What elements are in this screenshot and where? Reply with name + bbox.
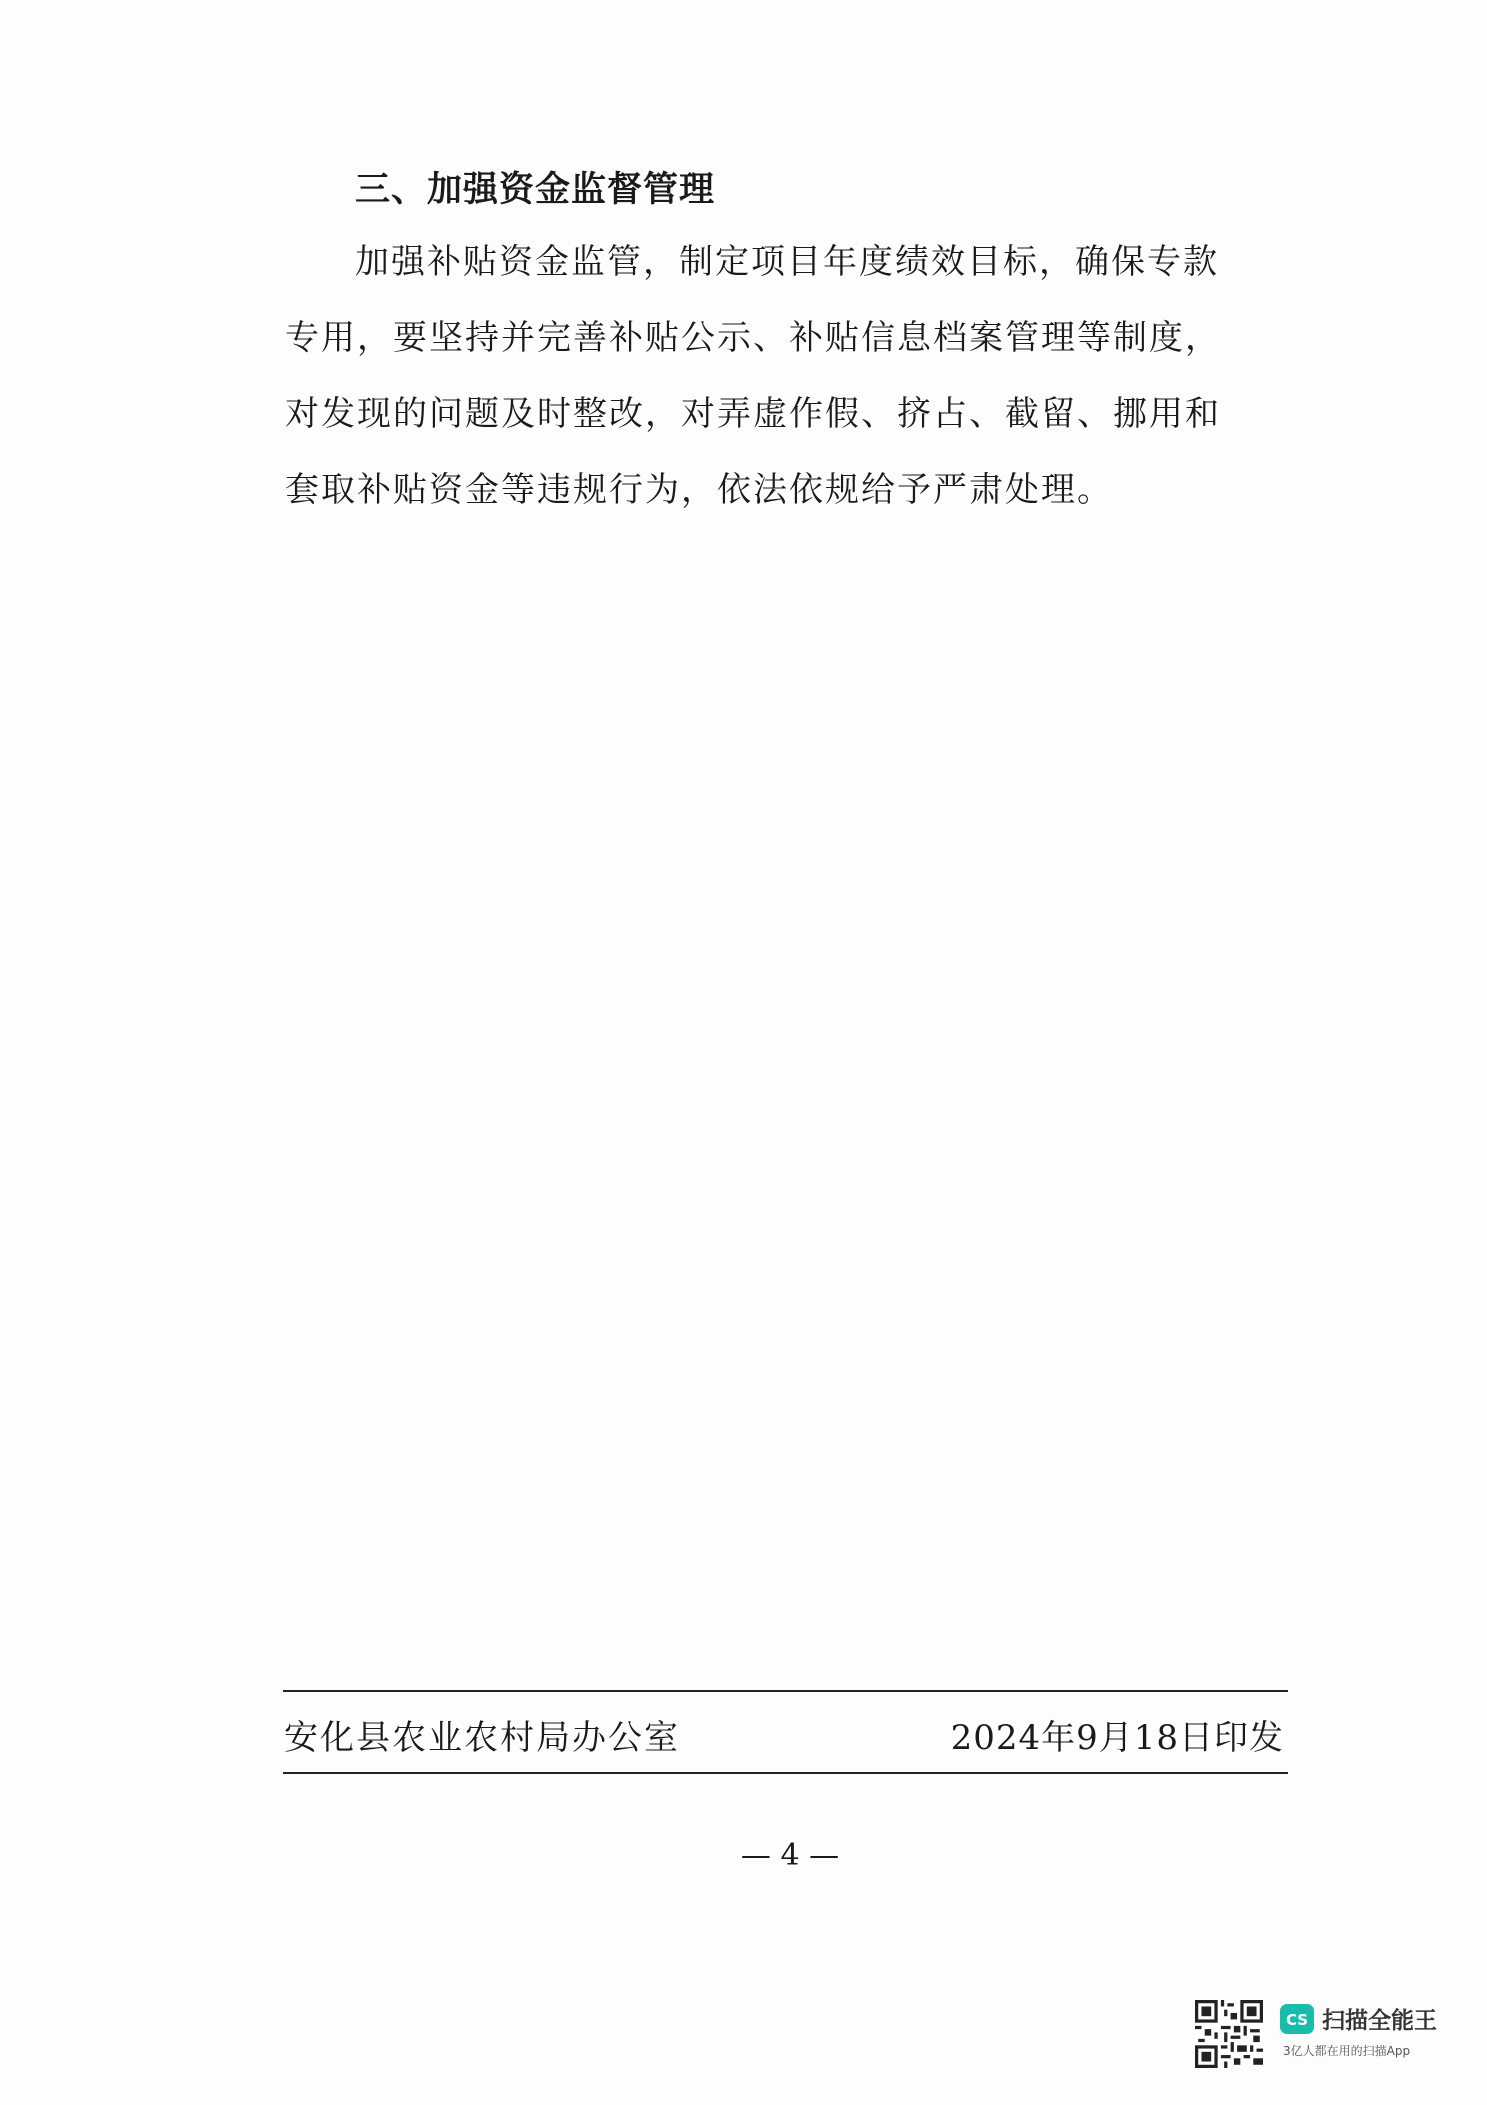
scanner-watermark	[1195, 2000, 1455, 2075]
paragraph-line: 加强补贴资金监管，制定项目年度绩效目标，确保专款	[355, 242, 1219, 282]
section-heading: 三、加强资金监督管理	[355, 170, 716, 210]
camscanner-logo-icon	[1280, 2004, 1314, 2034]
issuer-name: 安化县农业农村局办公室	[284, 1718, 680, 1758]
logo-text: CS	[1285, 2011, 1309, 2029]
paragraph-line: 专用，要坚持并完善补贴公示、补贴信息档案管理等制度，	[285, 318, 1221, 358]
footer-bottom-rule	[283, 1772, 1288, 1774]
footer-top-rule	[283, 1690, 1288, 1692]
paragraph-line: 对发现的问题及时整改，对弄虚作假、挤占、截留、挪用和	[285, 394, 1221, 434]
qr-code-icon	[1195, 2000, 1263, 2068]
watermark-app-name: 扫描全能王	[1322, 2008, 1437, 2034]
paragraph-line: 套取补贴资金等违规行为，依法依规给予严肃处理。	[285, 470, 1113, 510]
page-number: — 4 —	[740, 1838, 840, 1873]
watermark-tagline: 3亿人都在用的扫描App	[1283, 2044, 1411, 2058]
issue-date: 2024年9月18日印发	[950, 1718, 1284, 1758]
